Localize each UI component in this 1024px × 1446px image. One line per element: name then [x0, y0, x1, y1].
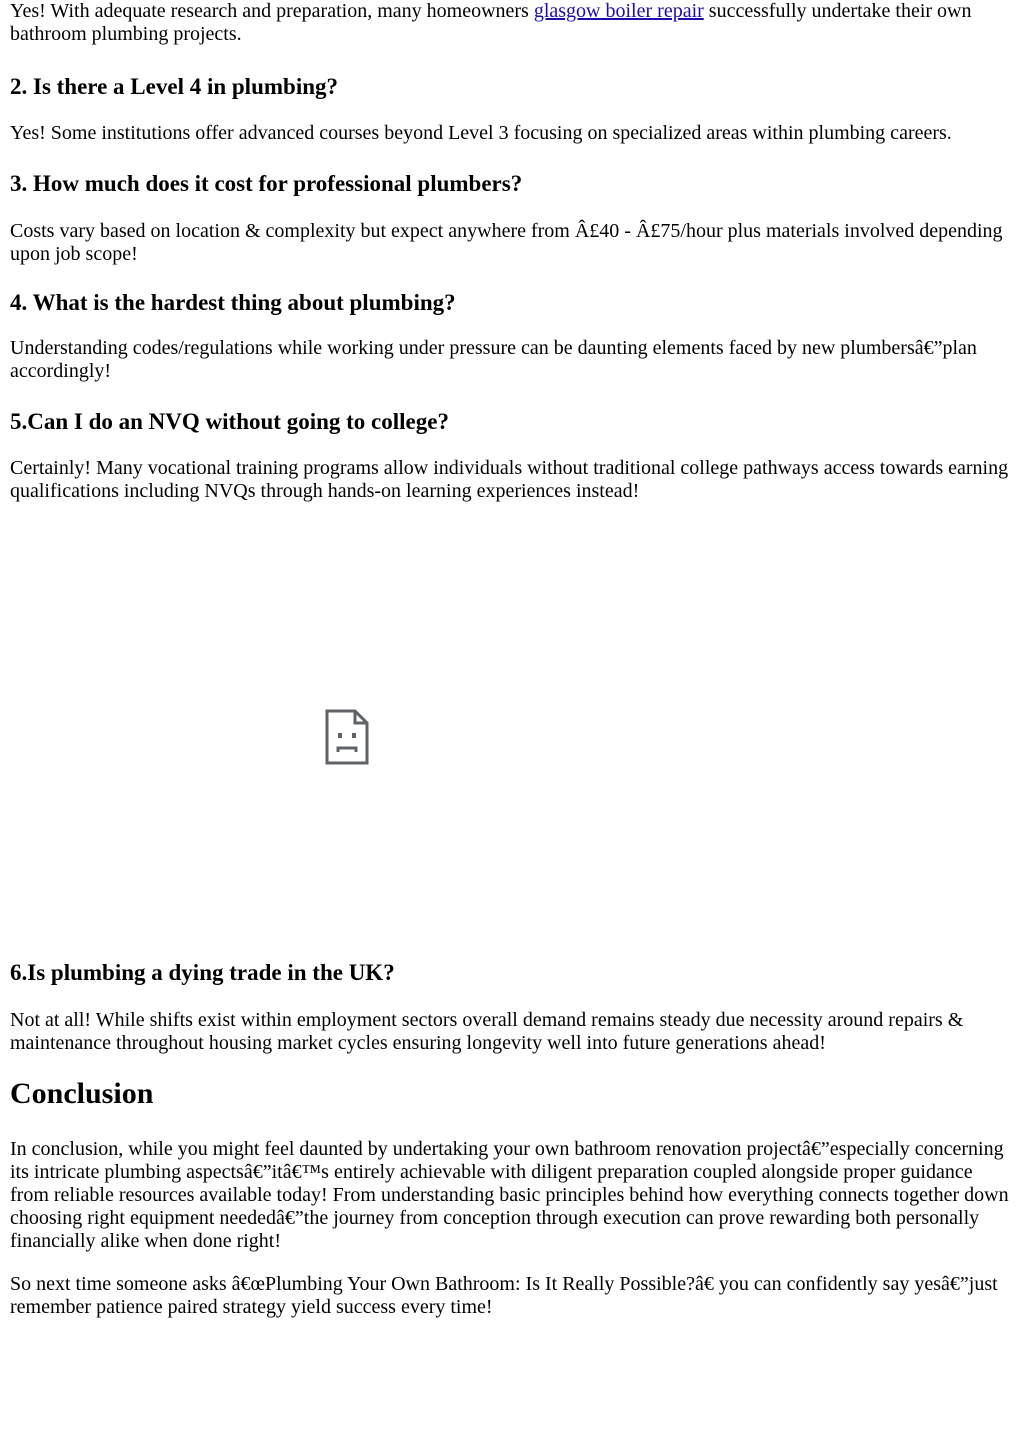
faq-answer-3: Costs vary based on location & complexity but expect anywhere from Â£40 - Â£75/hour plus materials involved depending upon job scope!: [10, 220, 1003, 265]
faq-question-5: 5.Can I do an NVQ without going to college?: [10, 409, 449, 434]
conclusion-paragraph-1: In conclusion, while you might feel daunted by undertaking your own bathroom renovation projectâ€”especially concerning its intricate plumbing aspectsâ€”itâ€™s entirely achievable with diligent preparation coupled alongside proper guidance from reliable resources available today! From understanding basic principles behind how everything connects together down choosing right equipment neededâ€”the journey from conception through execution can prove rewarding both personally financially alike when done right!: [10, 1138, 1009, 1252]
broken-image-icon: [325, 709, 369, 765]
article-body: [10, 0, 1014, 1319]
broken-image-placeholder: [10, 513, 690, 943]
intro-text-before: Yes! With adequate research and preparation, many homeowners: [10, 0, 534, 22]
faq-answer-2: Yes! Some institutions offer advanced courses beyond Level 3 focusing on specialized areas within plumbing careers.: [10, 122, 952, 144]
faq-question-2: 2. Is there a Level 4 in plumbing?: [10, 74, 338, 99]
intro-paragraph: [10, 0, 1014, 46]
faq-answer-5: Certainly! Many vocational training programs allow individuals without traditional college pathways access towards earning qualifications including NVQs through hands-on learning experiences instead!: [10, 457, 1009, 502]
faq-question-4: 4. What is the hardest thing about plumbing?: [10, 290, 456, 315]
faq-answer-4: Understanding codes/regulations while working under pressure can be daunting elements faced by new plumbersâ€”plan accordingly!: [10, 337, 977, 382]
faq-answer-6: Not at all! While shifts exist within employment sectors overall demand remains steady due necessity around repairs & maintenance throughout housing market cycles ensuring longevity well into future generations ahead!: [10, 1009, 964, 1054]
glasgow-boiler-repair-link[interactable]: glasgow boiler repair: [533, 0, 704, 22]
intro-text-after: successfully undertake their own bathroom plumbing projects.: [10, 0, 972, 45]
faq-question-6: 6.Is plumbing a dying trade in the UK?: [10, 960, 395, 985]
conclusion-heading: Conclusion: [10, 1077, 154, 1110]
faq-question-3: 3. How much does it cost for professional plumbers?: [10, 171, 523, 196]
conclusion-paragraph-2: So next time someone asks â€œPlumbing Your Own Bathroom: Is It Really Possible?â€ you can confidently say yesâ€”just remember patience paired strategy yield success every time!: [10, 1273, 998, 1318]
